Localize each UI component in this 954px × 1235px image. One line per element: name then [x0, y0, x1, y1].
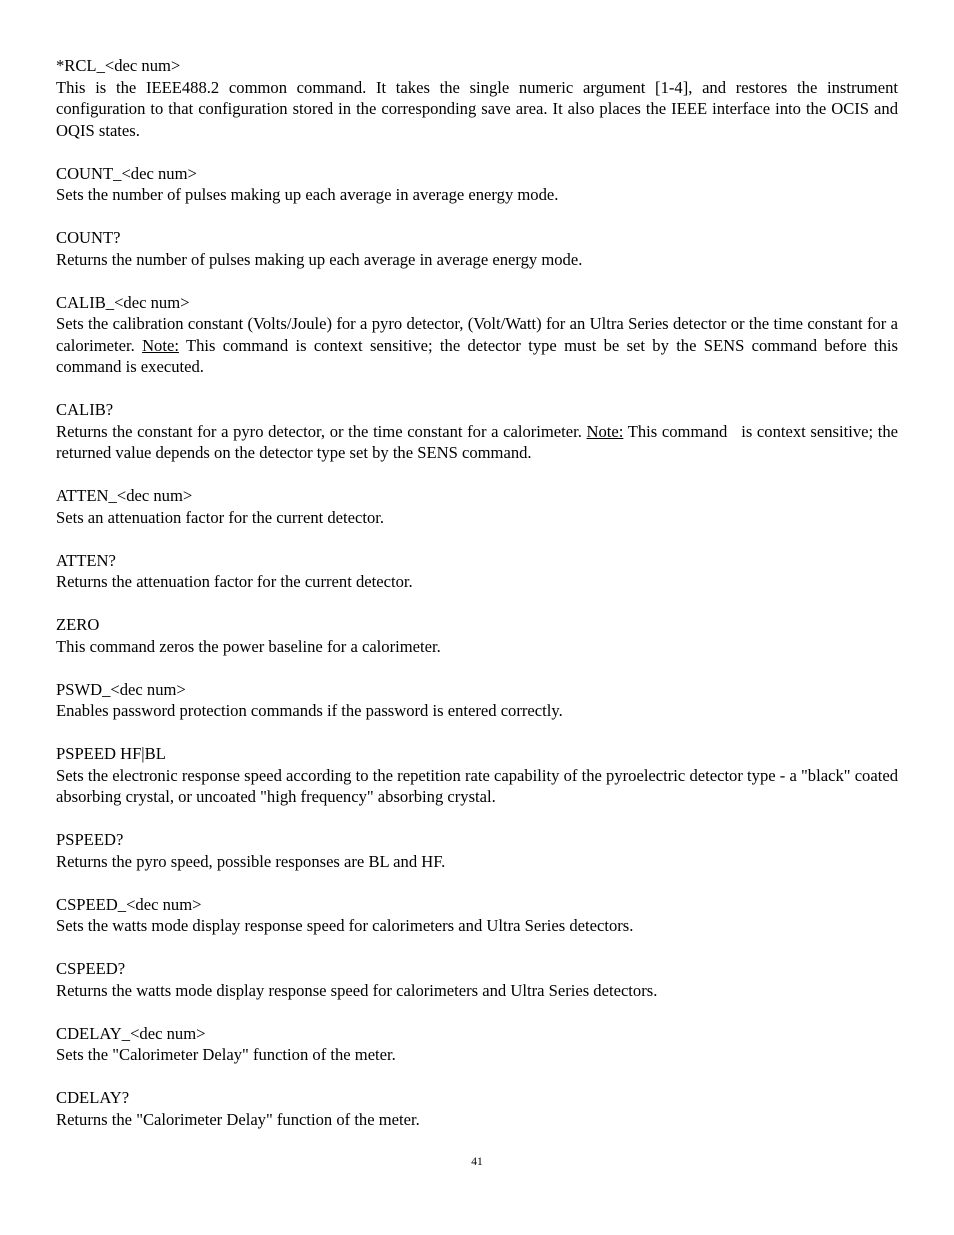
command-name: CALIB_<dec num>: [56, 292, 190, 312]
command-description: Returns the attenuation factor for the current detector.: [56, 572, 413, 591]
command-name: PSWD_<dec num>: [56, 679, 186, 699]
note-label: Note:: [142, 335, 179, 355]
command-name: ATTEN_<dec num>: [56, 486, 193, 505]
command-entry: [56, 399, 903, 464]
command-description: Enables password protection commands if the password is entered correctly.: [56, 701, 563, 720]
command-name: ZERO: [56, 615, 100, 634]
command-name: PSPEED?: [56, 830, 124, 849]
command-name: CALIB?: [56, 400, 114, 419]
command-description: Returns the watts mode display response speed for calorimeters and Ultra Series detectors.: [56, 980, 658, 1000]
command-description: Returns the pyro speed, possible responses are BL and HF.: [56, 851, 446, 871]
command-description: Returns the number of pulses making up each average in average energy mode.: [56, 249, 583, 269]
command-entry: [56, 1087, 898, 1130]
command-description: Sets the number of pulses making up each average in average energy mode.: [56, 185, 559, 204]
command-name: COUNT_<dec num>: [56, 163, 197, 183]
command-description: Sets an attenuation factor for the current detector.: [56, 507, 385, 527]
command-name: COUNT?: [56, 228, 121, 247]
command-description: This command zeros the power baseline for a calorimeter.: [56, 636, 441, 656]
command-entry: [56, 1023, 898, 1066]
command-entry: [56, 55, 898, 141]
command-entry: [56, 227, 898, 270]
command-name: CDELAY_<dec num>: [56, 1023, 206, 1043]
command-entry: [56, 679, 898, 722]
command-description: Returns the constant for a pyro detector, or the time constant for a calorimeter. Note: This command is context sensitive; the returned value depends on the detector type set by the SENS command.: [56, 421, 903, 462]
command-description: Returns the "Calorimeter Delay" function of the meter.: [56, 1109, 420, 1129]
command-name: CSPEED?: [56, 959, 126, 978]
note-label: Note:: [586, 421, 624, 441]
command-entry: [56, 292, 898, 378]
command-name: PSPEED HF|BL: [56, 744, 166, 763]
command-description: Sets the calibration constant (Volts/Joule) for a pyro detector, (Volt/Watt) for an Ultra Series detector or the time constant for a calorimeter. Note: This command is context sensitive; the detector type must be set by the SENS command before this command is executed.: [56, 314, 898, 376]
command-entry: [56, 743, 898, 808]
command-entry: [56, 550, 898, 593]
command-name: CSPEED_<dec num>: [56, 894, 202, 914]
command-entry: [56, 614, 898, 657]
command-description: Sets the electronic response speed according to the repetition rate capability of the pyroelectric detector type - a "black" coated absorbing crystal, or uncoated "high frequency" absorbing crystal.: [56, 765, 898, 806]
command-entry: [56, 894, 898, 937]
page-number: 41: [471, 1156, 483, 1168]
command-description: Sets the watts mode display response speed for calorimeters and Ultra Series detectors.: [56, 916, 634, 935]
document-body: [56, 55, 903, 1152]
command-name: ATTEN?: [56, 550, 116, 570]
command-description: Sets the "Calorimeter Delay" function of the meter.: [56, 1045, 396, 1064]
command-entry: [56, 163, 898, 206]
command-description: This is the IEEE488.2 common command. It takes the single numeric argument [1-4], and restores the instrument configuration to that configuration stored in the corresponding save area. It also places the IEEE interface into the OCIS and OQIS states.: [56, 77, 898, 140]
command-entry: [56, 958, 898, 1001]
command-name: *RCL_<dec num>: [56, 56, 181, 75]
command-entry: [56, 829, 898, 872]
command-name: CDELAY?: [56, 1088, 130, 1107]
command-entry: [56, 485, 898, 528]
